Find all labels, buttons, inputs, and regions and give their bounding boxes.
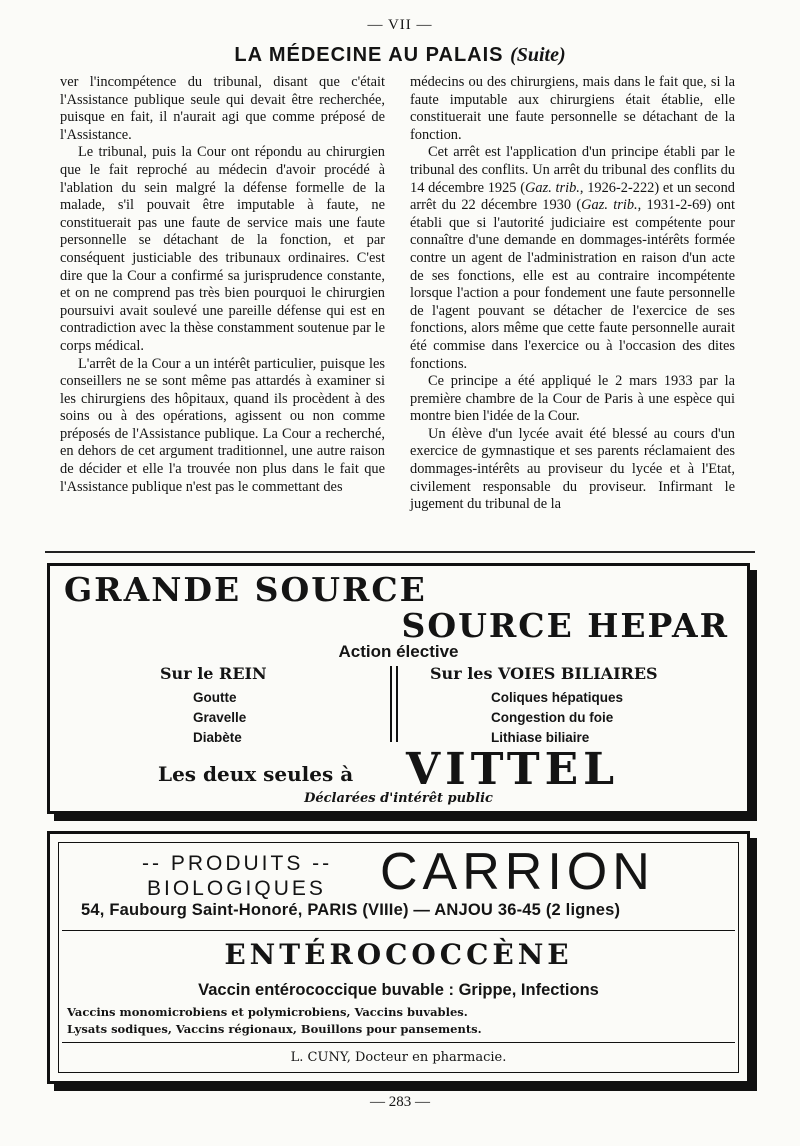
page-number: — 283 —	[370, 1094, 430, 1110]
right-p2-text-b: , 1926-2-222) et un second arrêt du 22 décembre 1930 (	[410, 179, 736, 214]
ad-grande-source: GRANDE SOURCE	[64, 570, 427, 609]
vittel-advertisement	[47, 563, 750, 814]
ad-vaccine-tagline: Vaccin entérococcique buvable : Grippe, Infections	[198, 981, 599, 999]
ad-rein-strong: REIN	[219, 664, 267, 683]
left-paragraph-3: L'arrêt de la Cour a un intérêt particulier, puisque les conseillers ne se sont même pas attardés à examiner si les chirurgiens des hôpitaux, quand ils procèdent à des soins ou à des opérations, agissent ou non comme préposés de l'Assistance publique. La Cour a recherché, en dehors de cet argument traditionnel, une autre raison de décider et elle l'a trouvée non plus dans le fait que l'Assistance publique n'est pas le commettant des	[60, 355, 385, 495]
ad-biliaires-item: Congestion du foie	[491, 710, 614, 725]
right-paragraph-4: Un élève d'un lycée avait été blessé au cours d'un exercice de gymnastique et ses parents réclamaient des dommages-intérêts au proviseur du lycée et à l'Etat, civilement responsable du proviseur. Infirmant le jugement du tribunal de la	[410, 425, 735, 513]
ad-rein-item: Goutte	[193, 690, 237, 705]
ad-address: 54, Faubourg Saint-Honoré, PARIS (VIIIe) — ANJOU 36-45 (2 lignes)	[81, 901, 621, 919]
ad-lysats-line: Lysats sodiques, Vaccins régionaux, Bouillons pour pansements.	[67, 1022, 482, 1036]
ad-vaccines-line: Vaccins monomicrobiens et polymicrobiens, Vaccins buvables.	[67, 1005, 468, 1019]
ad-carrion-brand: CARRION	[380, 843, 655, 901]
running-title-text: LA MÉDECINE AU PALAIS	[234, 44, 504, 66]
ad-biliaires-heading	[430, 664, 658, 683]
right-paragraph-3: Ce principe a été appliqué le 2 mars 1933 par la première chambre de la Cour de Paris à une espèce qui montre bien l'idée de la Cour.	[410, 373, 735, 425]
running-title-suffix: (Suite)	[510, 44, 566, 66]
ad-interet-public: Déclarées d'intérêt public	[304, 791, 493, 806]
right-paragraph-2	[410, 144, 735, 373]
ad-rein-item: Diabète	[193, 730, 242, 745]
page-roman-number: — VII —	[367, 17, 433, 33]
ad-pharmacist: L. CUNY, Docteur en pharmacie.	[290, 1050, 507, 1065]
ad-biliaires-item: Lithiase biliaire	[491, 730, 590, 745]
ad-vertical-rule	[396, 666, 398, 742]
right-p2-citation-1: Gaz. trib.	[525, 179, 580, 196]
ad-biliaires-prefix: Sur les	[430, 664, 499, 683]
ad-source-hepar: SOURCE HEPAR	[401, 606, 729, 645]
ad-rein-prefix: Sur le	[160, 664, 220, 683]
left-paragraph-1: ver l'incompétence du tribunal, disant que c'était l'Assistance publique seule qui devait être recherchée, puisque en fait, il n'aurait agi que comme préposé de l'Assistance.	[60, 74, 385, 143]
article-right-column	[410, 74, 735, 514]
ad-separator	[62, 1042, 735, 1043]
ad-action-elective: Action élective	[338, 642, 459, 661]
right-paragraph-1: médecins ou des chirurgiens, mais dans le fait que, si la faute imputable aux chirurgiens était établie, elle constituerait une faute personnelle se détachant de la fonction.	[410, 74, 735, 143]
carrion-advertisement	[47, 831, 750, 1084]
ad-vertical-rule	[390, 666, 392, 742]
left-paragraph-2: Le tribunal, puis la Cour ont répondu au chirurgien que le fait reproché au médecin d'avoir procédé à l'ablation du sein malgré la défense formelle de la malade, s'il pouvait être imputable à faute, ne constituerait pas une faute de service mais une faute personnelle se détachant de la fonction, et par conséquent justiciable des tribunaux ordinaires. C'est dire que la Cour a confirmé sa jurisprudence constante, et on ne comprend pas très bien pourquoi le chirurgien poursuivi avait soulevé une pareille défense qui est en contradiction avec la thèse constamment soutenue par le corps médical.	[60, 144, 385, 354]
ad-separator	[62, 930, 735, 931]
ad-biliaires-item: Coliques hépatiques	[491, 690, 624, 705]
right-p2-text-a: Cet arrêt est l'application d'un principe établi par le tribunal des conflits. Un arrêt du tribunal des conflits du 14 décembre 1925 (	[410, 144, 735, 196]
ad-product-name: ENTÉROCOCCÈNE	[224, 938, 573, 971]
article-ad-divider	[45, 551, 755, 553]
right-p2-citation-2: Gaz. trib.	[581, 197, 638, 214]
right-p2-text-c: , 1931-2-69) ont établi que si l'autorité judiciaire est compétente pour connaître d'une demande en dommages-intérêts formée contre un agent de l'administration en raison d'un acte de ses fonctions, elle est au contraire incompétente lorsque l'action a pour fondement une faute personnelle de l'agent pouvant se détacher de l'exercice de ses fonctions, alors même que cette faute personnelle aurait été commise dans l'exercice ou à l'occasion des dites fonctions.	[410, 197, 735, 372]
article-left-column	[60, 74, 385, 496]
ad-vittel-brand: VITTEL	[406, 744, 620, 795]
running-title	[0, 44, 800, 67]
ad-tagline: Les deux seules à	[158, 762, 354, 786]
ad-rein-item: Gravelle	[193, 710, 247, 725]
ad-produits: -- PRODUITS --	[142, 852, 333, 875]
ad-biliaires-strong: VOIES BILIAIRES	[498, 664, 658, 683]
ad-biologiques: BIOLOGIQUES	[147, 877, 326, 900]
ad-rein-heading	[160, 664, 267, 683]
